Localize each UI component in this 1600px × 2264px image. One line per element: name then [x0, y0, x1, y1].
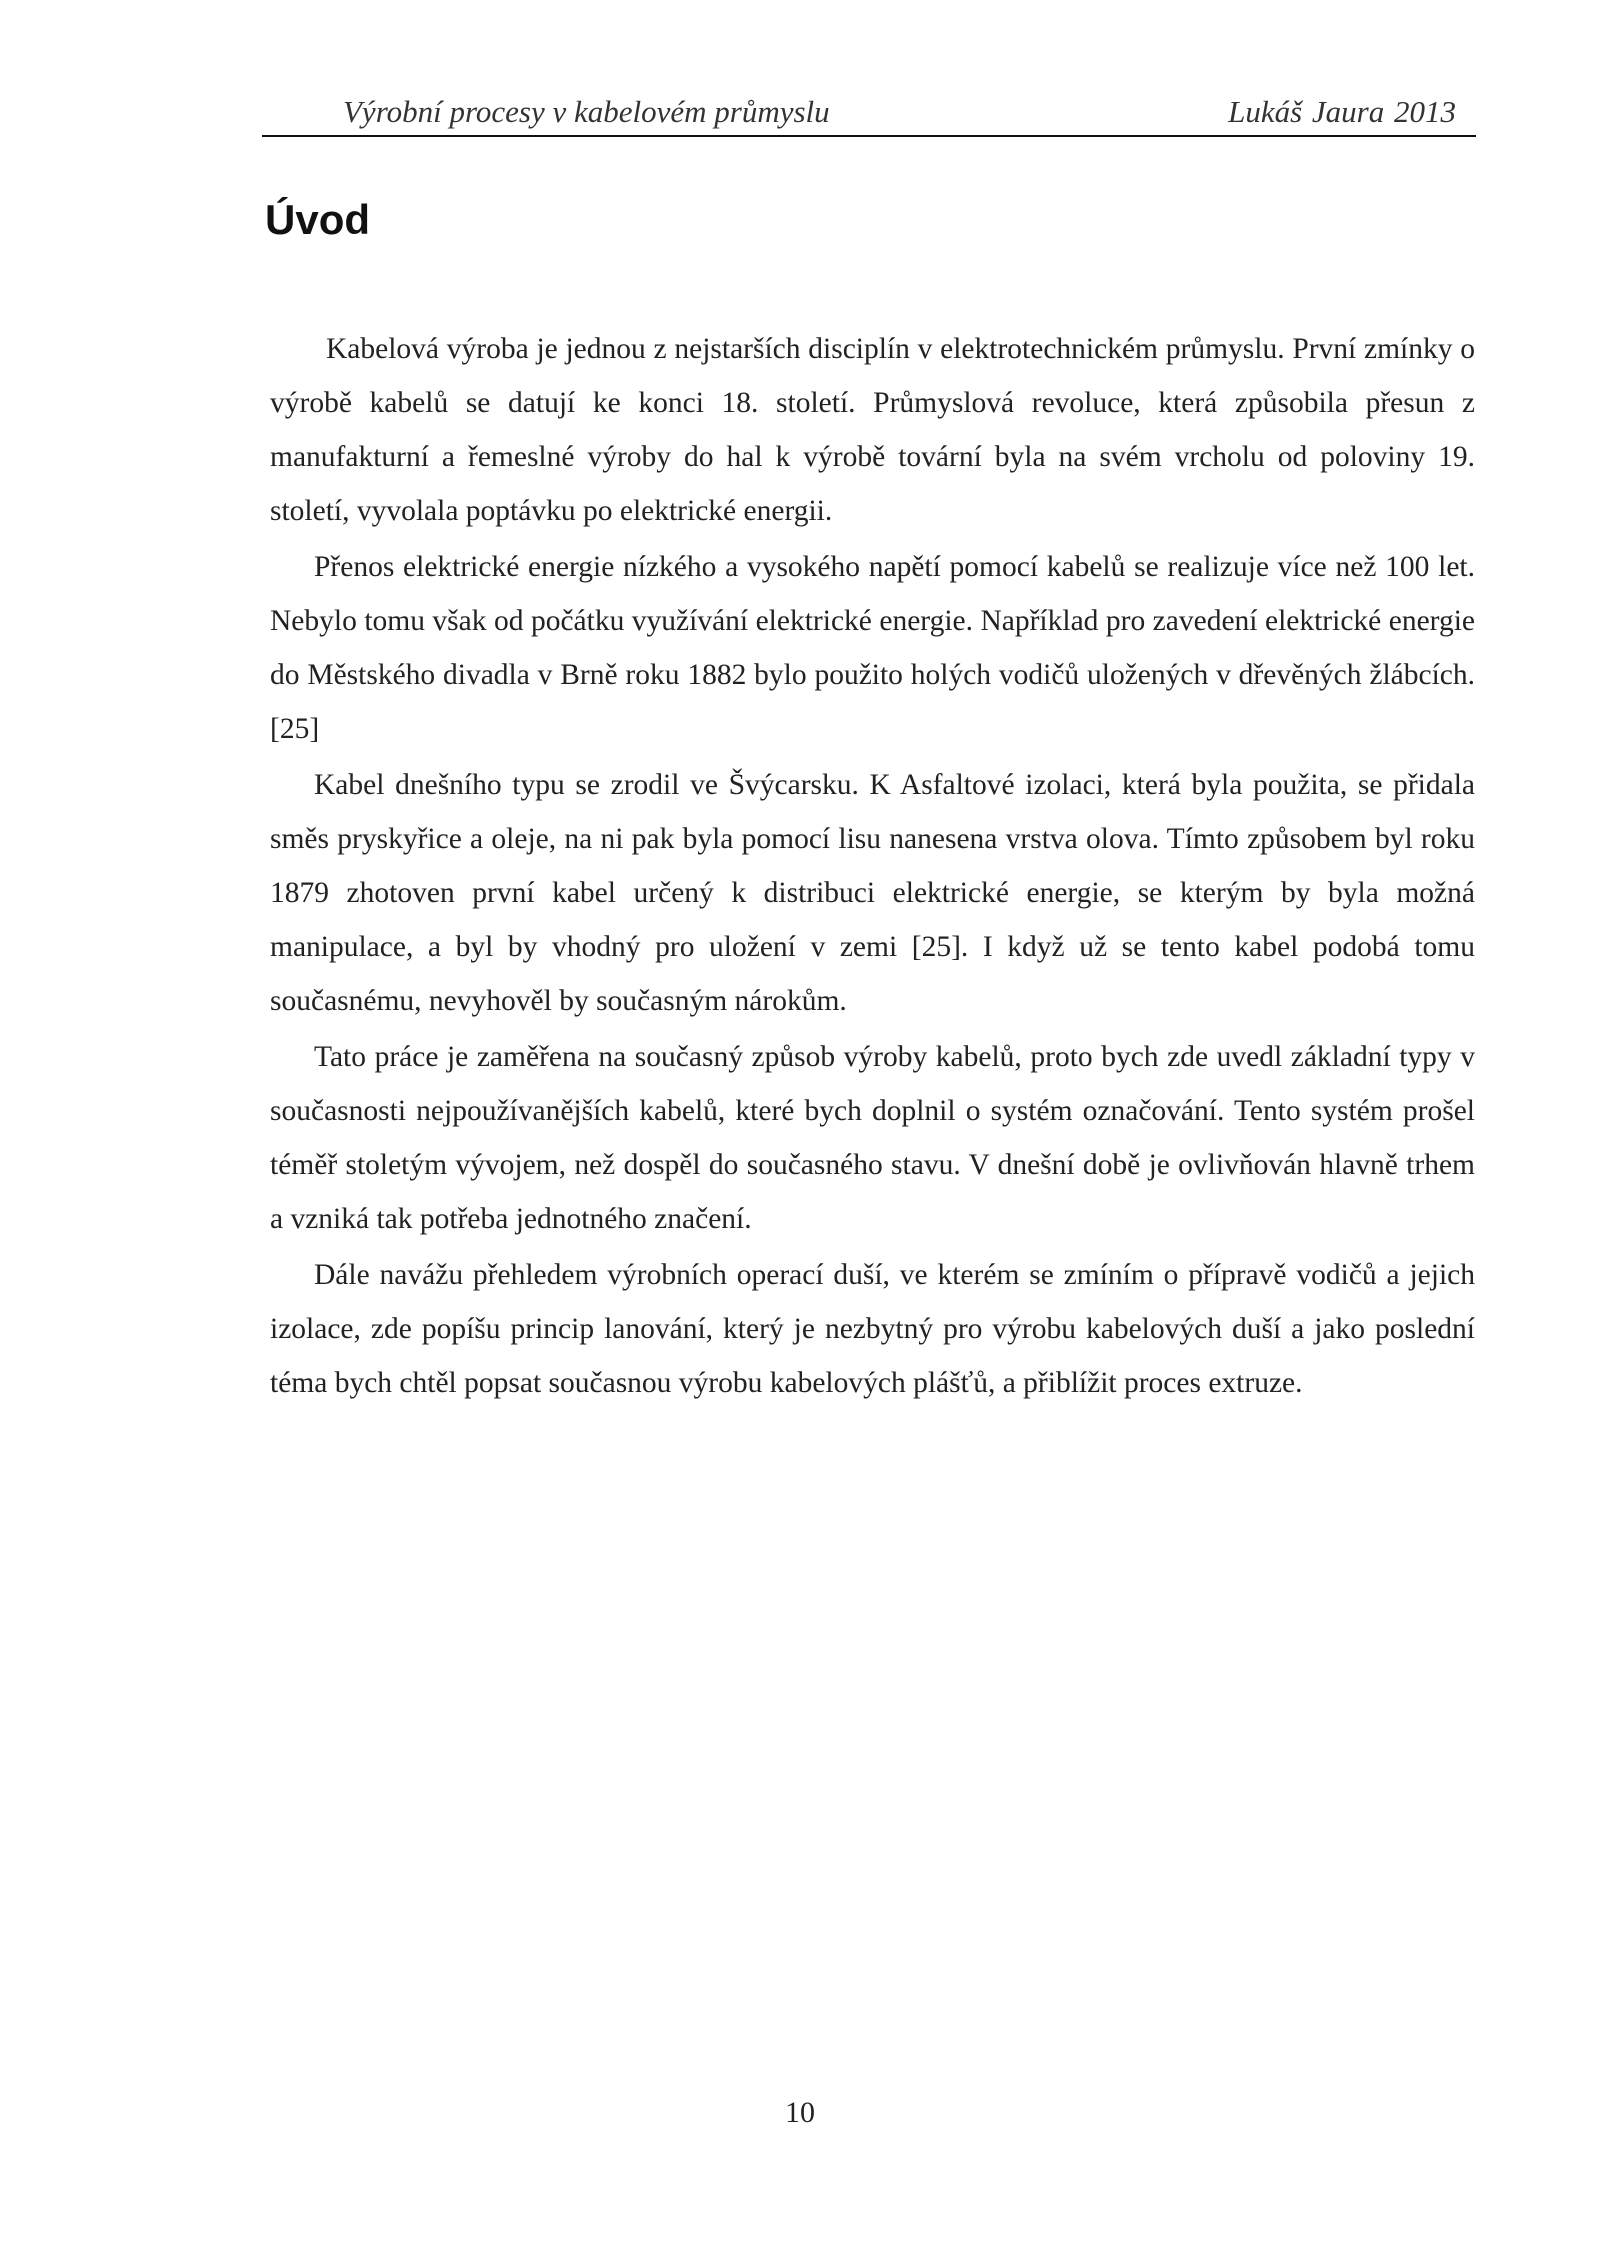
- body-text: [270, 322, 1475, 1412]
- page-number: 10: [785, 2096, 815, 2129]
- running-header-author-year: Lukáš Jaura 2013: [1228, 94, 1456, 129]
- header-rule: [262, 135, 1476, 137]
- paragraph-3: Kabel dnešního typu se zrodil ve Švýcarsku. K Asfaltové izolaci, která byla použita, se přidala směs pryskyřice a oleje, na ni pak byla pomocí lisu nanesena vrstva olova. Tímto způsobem byl roku 1879 zhotoven první kabel určený k distribuci elektrické energie, se kterým by byla možná manipulace, a byl by vhodný pro uložení v zemi [25]. I když už se tento kabel podobá tomu současnému, nevyhověl by současným nárokům.: [270, 769, 1475, 1017]
- section-heading: Úvod: [265, 196, 370, 243]
- running-header: [262, 94, 1476, 136]
- running-header-title: Výrobní procesy v kabelovém průmyslu: [343, 94, 830, 129]
- paragraph-5: Dále navážu přehledem výrobních operací duší, ve kterém se zmíním o přípravě vodičů a jejich izolace, zde popíšu princip lanování, který je nezbytný pro výrobu kabelových duší a jako poslední téma bych chtěl popsat současnou výrobu kabelových plášťů, a přiblížit proces extruze.: [270, 1259, 1475, 1399]
- paragraph-1: Kabelová výroba je jednou z nejstarších disciplín v elektrotechnickém průmyslu. První zmínky o výrobě kabelů se datují ke konci 18. století. Průmyslová revoluce, která způsobila přesun z manufakturní a řemeslné výroby do hal k výrobě tovární byla na svém vrcholu od poloviny 19. století, vyvolala poptávku po elektrické energii.: [270, 333, 1475, 527]
- paragraph-4: Tato práce je zaměřena na současný způsob výroby kabelů, proto bych zde uvedl základní typy v současnosti nejpoužívanějších kabelů, které bych doplnil o systém označování. Tento systém prošel téměř stoletým vývojem, než dospěl do současného stavu. V dnešní době je ovlivňován hlavně trhem a vzniká tak potřeba jednotného značení.: [270, 1041, 1475, 1235]
- paragraph-2: Přenos elektrické energie nízkého a vysokého napětí pomocí kabelů se realizuje více než 100 let. Nebylo tomu však od počátku využívání elektrické energie. Například pro zavedení elektrické energie do Městského divadla v Brně roku 1882 bylo použito holých vodičů uložených v dřevěných žlábcích. [25]: [270, 551, 1475, 745]
